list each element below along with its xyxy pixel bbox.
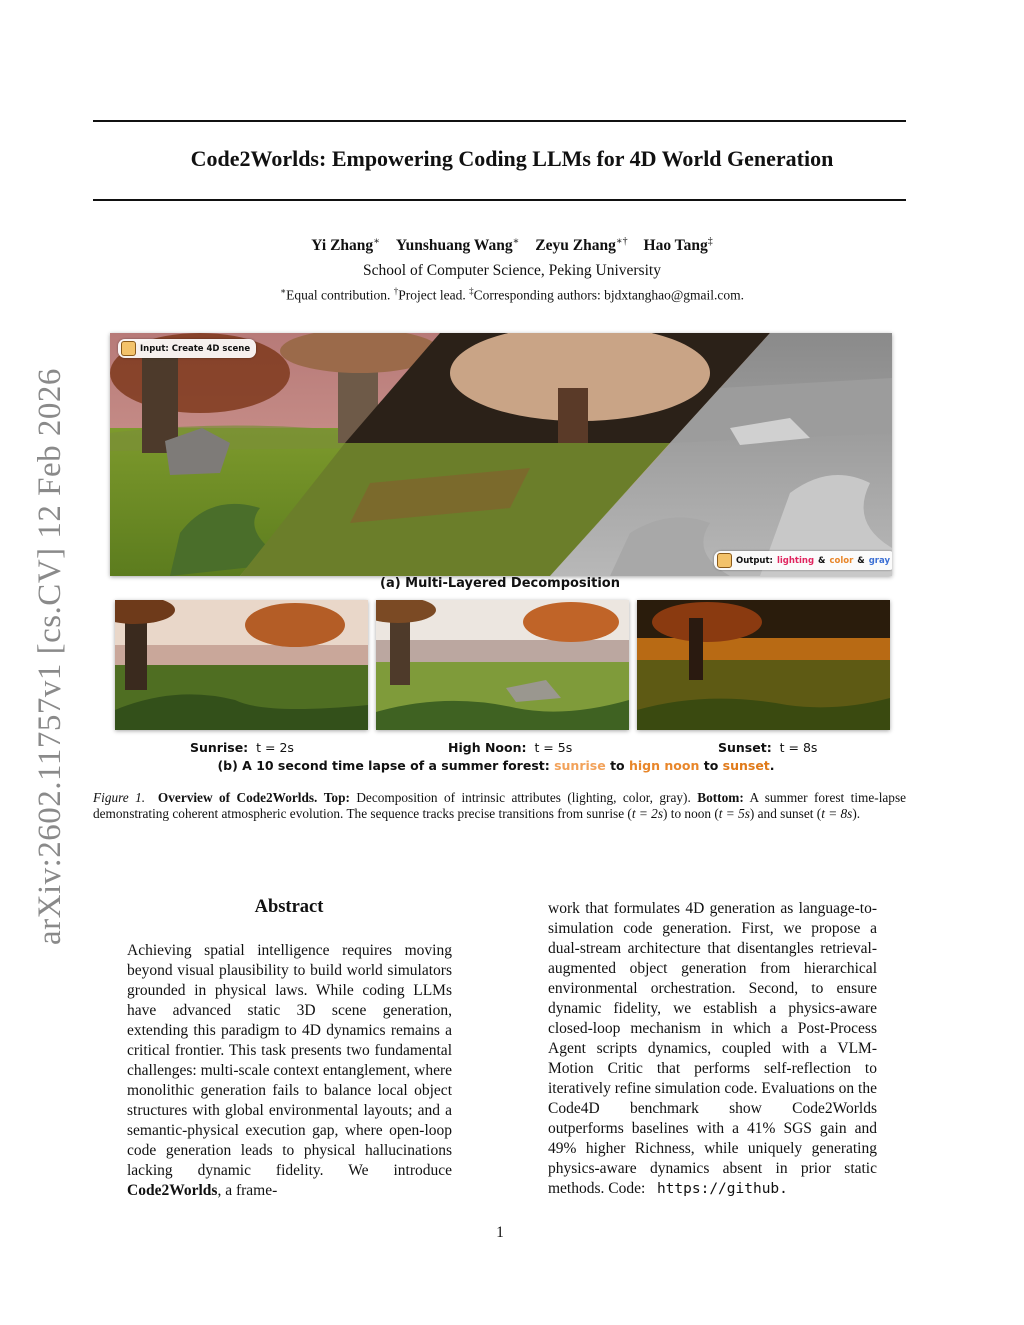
author: Yi Zhang∗ [311, 236, 380, 255]
affiliation: School of Computer Science, Peking University [363, 262, 661, 279]
figure-caption: Figure 1. Overview of Code2Worlds. Top: Decomposition of intrinsic attributes (lighting, color, gray). Bottom: A summer forest time-lapse demonstrating coherent atmospheric evolution. The sequence tracks precise transitions from sunrise (t = 2s) to noon (t = 5s) and sunset (t = 8s). [93, 790, 907, 822]
title-bottom-rule [93, 199, 906, 201]
abstract-right-column: work that formulates 4D generation as language-to-simulation code generation. First, we propose a dual-stream architecture that disentangles retrieval-augmented object generation from hierarchical environmental orchestration. Second, to ensure dynamic fidelity, we establish a physics-aware closed-loop mechanism in which a Post-Process Agent scripts dynamics, coupled with a VLM-Motion Critic that performs self-reflection to iteratively refine simulation code. Evaluations on the Code4D benchmark show Code2Worlds outperforms baselines with a 41% SGS gain and 49% higher Richness, while uniquely generating physics-aware dynamics absent in prior static methods. Code: https://github. [548, 900, 877, 1197]
sunrise-label: Sunrise: t = 2s [190, 740, 294, 755]
thumbnail-noon [376, 600, 629, 730]
page-number: 1 [496, 1224, 504, 1241]
input-badge: Input: Create 4D scene [118, 339, 256, 358]
input-icon [121, 341, 136, 356]
author-notes: ∗Equal contribution. †Project lead. ‡Corresponding authors: bjdxtanghao@gmail.com. [280, 286, 744, 303]
paper-title: Code2Worlds: Empowering Coding LLMs for 4D World Generation [190, 146, 834, 171]
arxiv-identifier: arXiv:2602.11757v1 [cs.CV] 12 Feb 2026 [32, 368, 68, 945]
thumbnail-sunrise [115, 600, 368, 730]
decomposition-figure [110, 333, 892, 576]
author: Yunshuang Wang∗ [395, 236, 520, 255]
abstract-left-column: Achieving spatial intelligence requires moving beyond visual plausibility to build world simulators grounded in physical laws. While coding LLMs have advanced static 3D scene generation, extending this paradigm to 4D dynamics remains a critical frontier. This task presents two fundamental challenges: multi-scale context entanglement, where monolithic generation fails to balance local object structures with global environmental layouts; and a semantic-physical execution gap, where open-loop code generation leads to physical hallucinations lacking dynamic fidelity. We introduce Code2Worlds, a frame- [127, 942, 452, 1199]
author: Hao Tang‡ [643, 236, 713, 255]
abstract-heading: Abstract [254, 897, 324, 917]
author: Zeyu Zhang∗† [535, 236, 628, 255]
decomposition-render [110, 333, 892, 576]
title-top-rule [93, 120, 906, 122]
author-list [0, 236, 1024, 255]
sunset-label: Sunset: t = 8s [718, 740, 818, 755]
thumbnail-sunset [637, 600, 890, 730]
noon-label: High Noon: t = 5s [448, 740, 573, 755]
output-icon [717, 553, 732, 568]
subfigure-a-label: (a) Multi-Layered Decomposition [380, 576, 620, 591]
output-badge: Output: lighting & color & gray [714, 551, 892, 570]
code-link[interactable]: https://github. [656, 1181, 788, 1197]
subfigure-b-label: (b) A 10 second time lapse of a summer forest: sunrise to hign noon to sunset. [217, 758, 775, 773]
